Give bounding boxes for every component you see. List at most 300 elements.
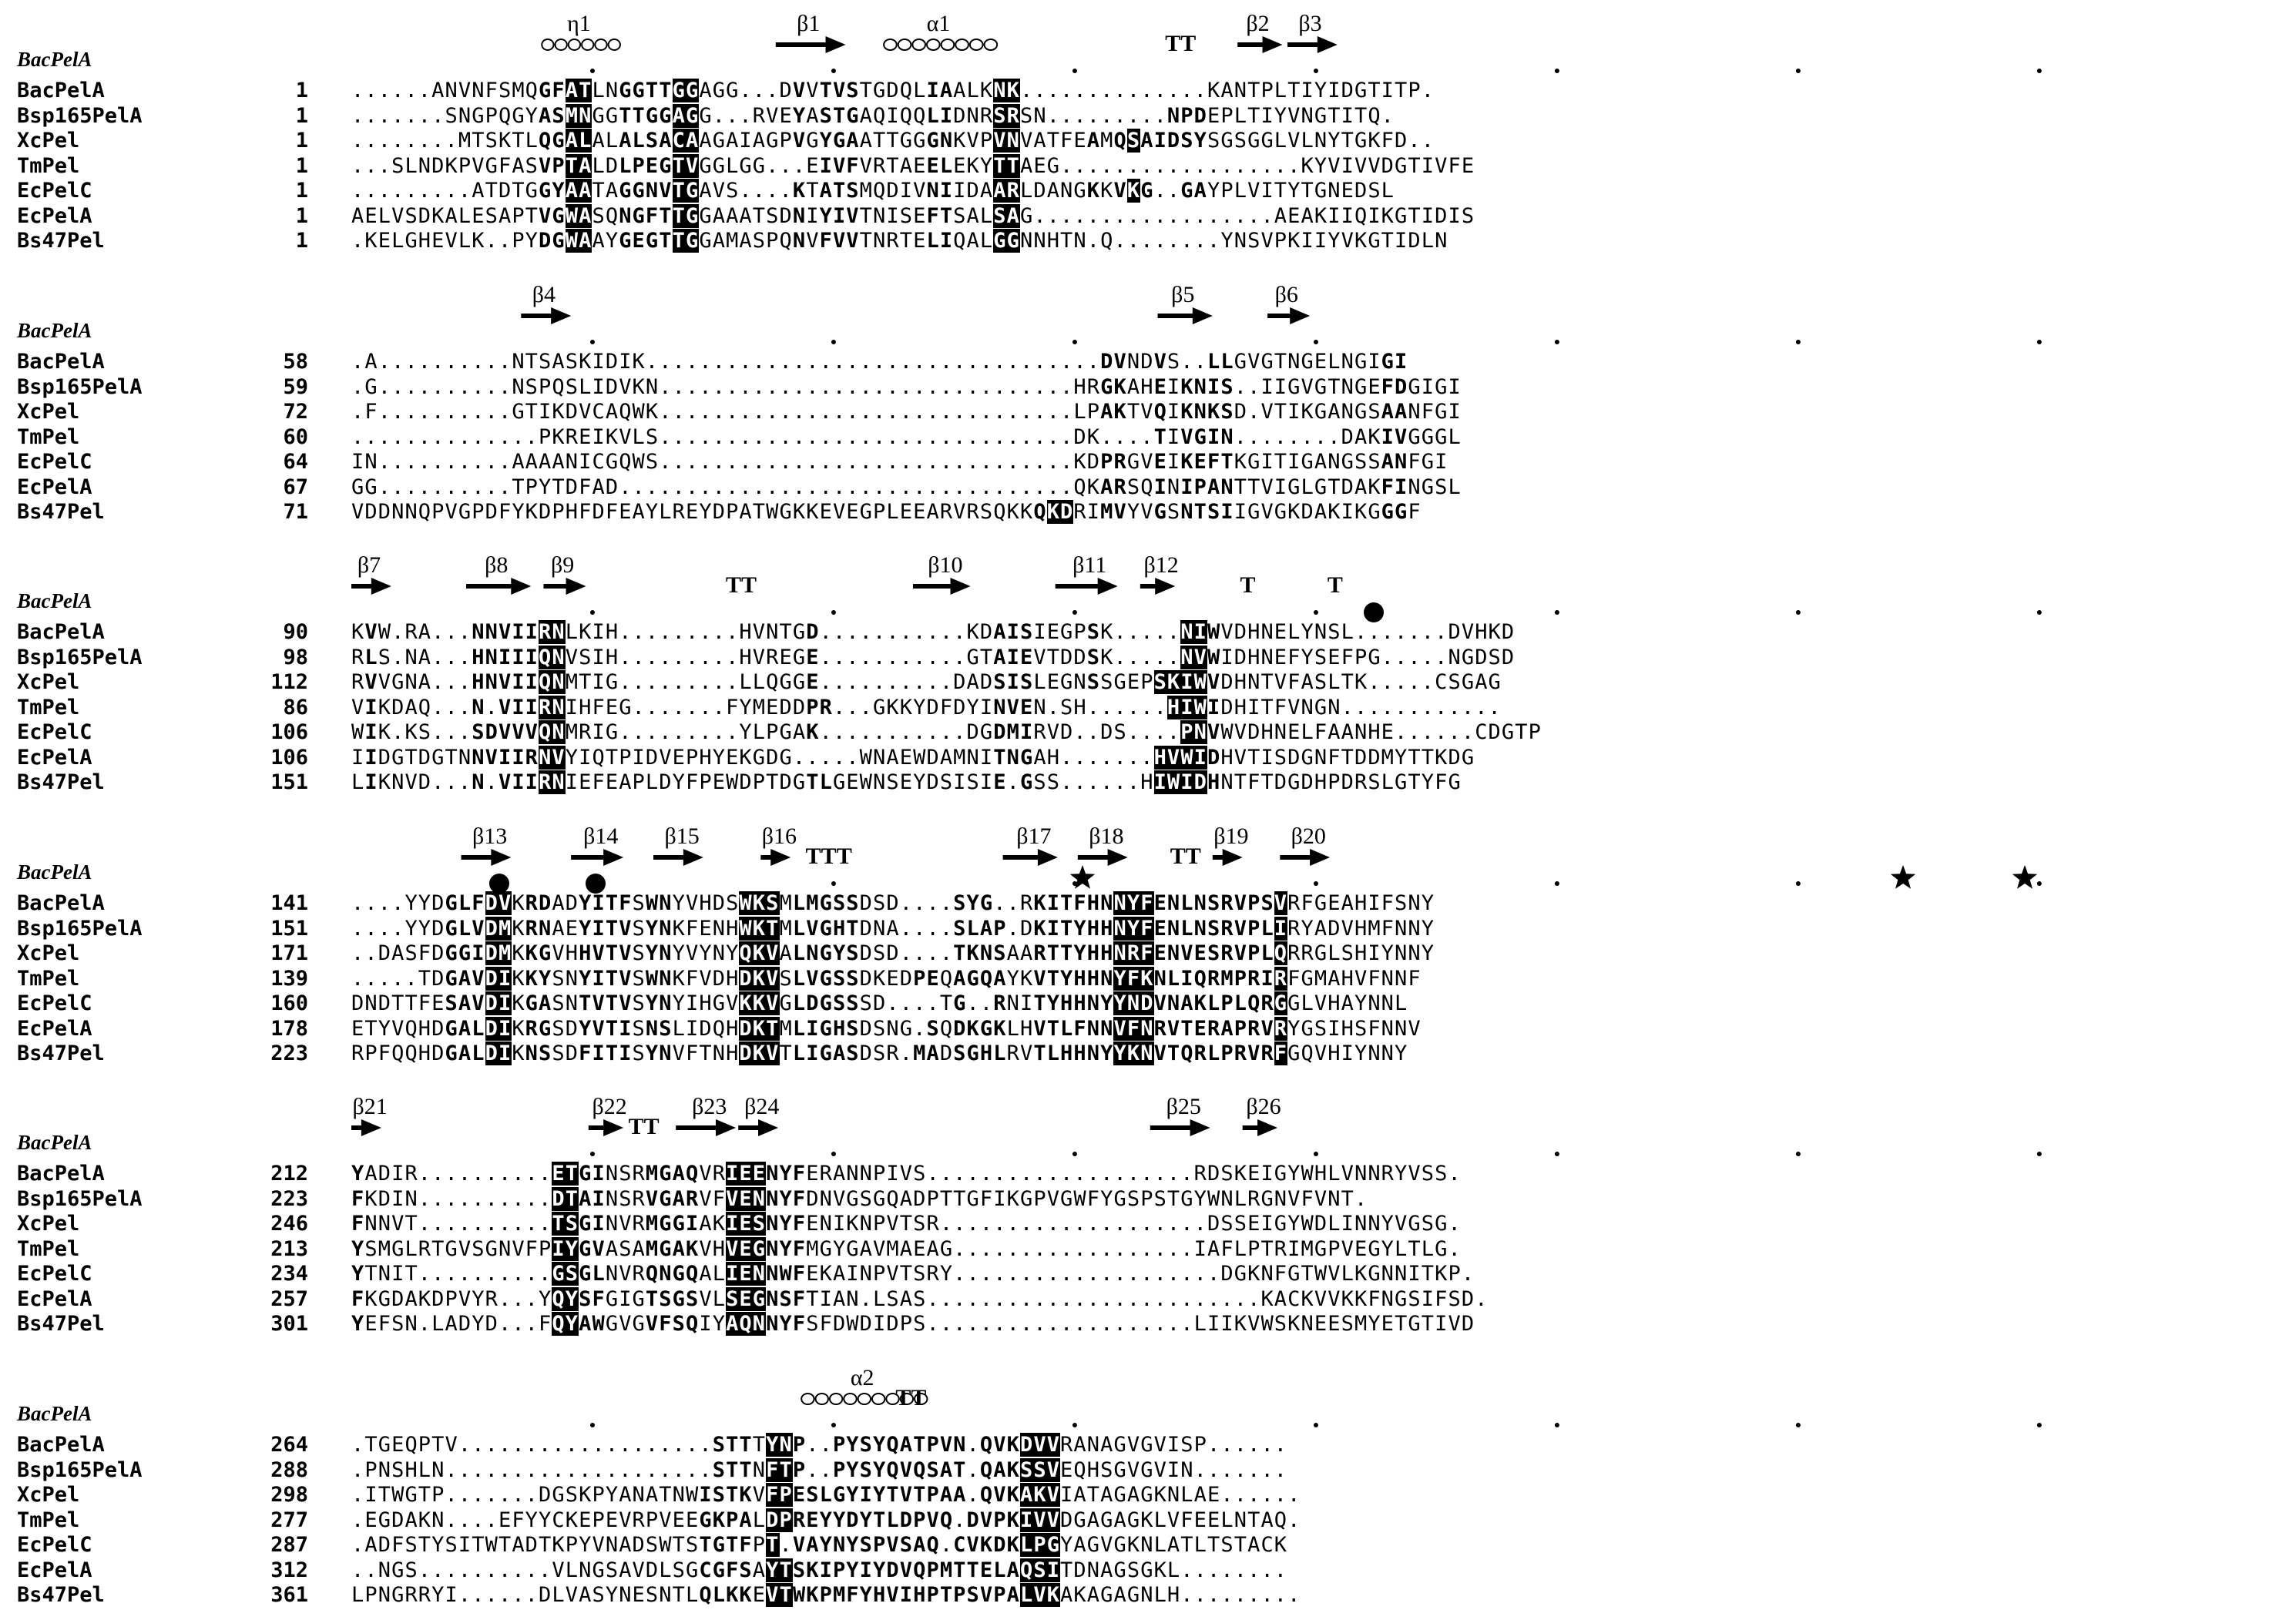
- residue: N: [1166, 891, 1181, 915]
- residue: K: [739, 745, 753, 770]
- residue: E: [605, 1508, 619, 1532]
- residue: .: [404, 400, 418, 424]
- residue: R: [1193, 1162, 1207, 1186]
- residue: V: [832, 229, 847, 253]
- residue: I: [512, 695, 525, 719]
- residue: T: [672, 179, 686, 203]
- residue: N: [1166, 991, 1181, 1015]
- residue: .: [458, 1162, 472, 1186]
- residue: T: [579, 670, 592, 694]
- residue: N: [1086, 1433, 1101, 1457]
- residue: I: [498, 1016, 512, 1041]
- residue: K: [1328, 500, 1341, 524]
- residue: T: [1193, 500, 1207, 524]
- residue-start-number: 213: [270, 1236, 308, 1261]
- beta-strand-arrowhead: [1193, 307, 1213, 324]
- residue: D: [1448, 745, 1462, 770]
- residue: .: [378, 79, 392, 102]
- residue: Q: [926, 1533, 940, 1557]
- residue: .: [926, 400, 940, 424]
- residue: A: [1113, 1508, 1127, 1532]
- sequence-residues: [351, 1558, 1287, 1582]
- residue: F: [1126, 966, 1141, 991]
- residue: N: [1301, 1312, 1314, 1336]
- residue: .: [391, 374, 405, 399]
- residue: .: [364, 424, 378, 449]
- residue: .: [913, 475, 927, 499]
- residue: .: [712, 620, 727, 644]
- residue: E: [605, 695, 619, 719]
- residue: D: [632, 1533, 646, 1557]
- residue: .: [1314, 424, 1328, 449]
- residue: G: [645, 229, 660, 253]
- residue: A: [699, 129, 713, 153]
- residue: Q: [1019, 1558, 1034, 1582]
- residue: Y: [1314, 153, 1328, 178]
- residue: A: [1006, 1583, 1020, 1607]
- residue: .: [1100, 1312, 1114, 1336]
- residue: G: [1247, 500, 1261, 524]
- residue: .: [579, 1433, 592, 1457]
- residue: .: [632, 620, 646, 644]
- residue: S: [966, 770, 980, 794]
- residue: G: [1395, 203, 1408, 228]
- residue: G: [1060, 670, 1074, 694]
- residue: N: [1073, 670, 1087, 694]
- residue: N: [364, 1212, 378, 1236]
- residue: .: [939, 400, 954, 424]
- residue: N: [752, 1262, 767, 1286]
- residue: Y: [351, 1162, 365, 1186]
- residue: .: [1006, 1162, 1020, 1186]
- residue: I: [1381, 79, 1395, 102]
- residue: V: [1113, 1016, 1127, 1041]
- residue: S: [1341, 1312, 1354, 1336]
- residue: I: [1260, 179, 1274, 203]
- residue: G: [1368, 500, 1381, 524]
- residue: S: [672, 1558, 686, 1582]
- residue: .: [1006, 1236, 1020, 1261]
- residue: .: [1019, 450, 1034, 474]
- residue: G: [1354, 374, 1368, 399]
- residue: .: [1100, 1262, 1114, 1286]
- residue: V: [1260, 475, 1274, 499]
- residue: A: [939, 1483, 954, 1507]
- residue: .: [939, 670, 954, 694]
- ss-label-strand: β24: [744, 1094, 780, 1119]
- residue: .: [739, 79, 753, 102]
- residue: D: [485, 941, 498, 965]
- residue: G: [632, 1286, 646, 1311]
- residue: E: [913, 229, 927, 253]
- residue: K: [1287, 1312, 1301, 1336]
- residue: .: [1033, 350, 1047, 374]
- residue: I: [1448, 400, 1462, 424]
- residue: D: [739, 966, 753, 991]
- residue: N: [1113, 941, 1127, 965]
- residue: .: [699, 670, 713, 694]
- residue: E: [1033, 153, 1047, 178]
- residue: .: [939, 374, 954, 399]
- residue: A: [966, 670, 980, 694]
- residue: R: [351, 1041, 365, 1065]
- residue: .: [726, 374, 740, 399]
- residue: T: [1328, 475, 1341, 499]
- decade-marker-dot: [2037, 1152, 2042, 1156]
- residue: .: [1408, 645, 1422, 669]
- residue: S: [1247, 229, 1261, 253]
- residue: E: [1193, 450, 1207, 474]
- residue: H: [1073, 1041, 1087, 1065]
- residue: T: [819, 79, 833, 102]
- residue: .: [712, 400, 727, 424]
- residue: E: [913, 1236, 927, 1261]
- residue: F: [1381, 891, 1395, 915]
- residue: R: [485, 1286, 498, 1311]
- residue: R: [926, 1262, 940, 1286]
- residue: A: [953, 1483, 967, 1507]
- residue: K: [886, 695, 900, 719]
- residue: .: [1100, 103, 1114, 128]
- residue: .: [806, 1433, 820, 1457]
- residue: V: [1287, 103, 1301, 128]
- residue: D: [431, 916, 445, 941]
- residue: N: [712, 1041, 727, 1065]
- residue: L: [1341, 620, 1354, 644]
- alpha-helix-coil: [569, 39, 580, 50]
- residue: L: [645, 770, 660, 794]
- residue: .: [832, 645, 847, 669]
- residue: .: [1006, 1262, 1020, 1286]
- residue: E: [498, 1508, 512, 1532]
- residue: N: [445, 79, 458, 102]
- residue: E: [1046, 670, 1061, 694]
- residue: Y: [739, 695, 753, 719]
- residue: .: [472, 1508, 485, 1532]
- residue: T: [605, 891, 619, 915]
- residue: F: [592, 770, 606, 794]
- residue: .: [846, 400, 860, 424]
- residue: .: [1153, 695, 1167, 719]
- residue: R: [712, 1162, 727, 1186]
- residue: L: [966, 916, 980, 941]
- residue: N: [1100, 891, 1114, 915]
- residue: .: [712, 424, 727, 449]
- sequence-residues: [351, 1187, 1368, 1211]
- residue: Q: [993, 500, 1007, 524]
- residue: G: [819, 1016, 833, 1041]
- residue: K: [1180, 374, 1194, 399]
- residue: Y: [579, 916, 592, 941]
- residue: W: [378, 620, 392, 644]
- residue: L: [752, 720, 767, 744]
- residue: V: [726, 1186, 740, 1211]
- residue: .: [498, 1558, 512, 1582]
- residue: T: [1060, 229, 1074, 253]
- beta-strand-arrowhead: [371, 578, 391, 595]
- residue: .: [418, 1186, 432, 1211]
- residue: N: [1166, 475, 1181, 499]
- residue: T: [726, 1483, 740, 1507]
- residue: I: [953, 179, 967, 203]
- residue: .: [659, 475, 673, 499]
- residue: Y: [873, 1483, 887, 1507]
- residue: S: [712, 1433, 727, 1457]
- residue: .: [619, 670, 633, 694]
- sequence-name: EcPelC: [17, 179, 92, 203]
- residue: E: [1247, 1162, 1261, 1186]
- residue: N: [712, 941, 727, 965]
- residue: I: [592, 620, 606, 644]
- residue: .: [1180, 1312, 1194, 1336]
- residue: .: [1126, 1312, 1141, 1336]
- residue: N: [672, 1483, 686, 1507]
- residue: E: [806, 1508, 820, 1532]
- beta-strand-arrowhead: [1263, 36, 1283, 53]
- residue: V: [1046, 1483, 1061, 1507]
- residue: V: [726, 991, 740, 1015]
- residue: P: [1234, 966, 1248, 991]
- residue: G: [1100, 1583, 1114, 1607]
- residue: I: [699, 1483, 713, 1507]
- residue: L: [1180, 916, 1194, 941]
- residue: I: [592, 1212, 606, 1236]
- residue: .: [1448, 1236, 1462, 1261]
- residue: K: [1006, 1433, 1020, 1457]
- residue: E: [1193, 1016, 1207, 1041]
- residue: G: [539, 941, 552, 965]
- alpha-helix-coil: [844, 1394, 856, 1404]
- residue: L: [993, 1558, 1007, 1582]
- residue: .: [846, 645, 860, 669]
- residue: V: [953, 500, 967, 524]
- residue: K: [1006, 79, 1020, 102]
- residue: H: [418, 1041, 432, 1065]
- residue: I: [1166, 450, 1181, 474]
- residue: A: [1193, 1483, 1207, 1507]
- residue: L: [1448, 475, 1462, 499]
- residue: D: [431, 153, 445, 178]
- residue: .: [391, 400, 405, 424]
- residue: A: [712, 229, 727, 253]
- residue: L: [792, 966, 807, 991]
- residue: .: [1180, 79, 1194, 102]
- residue: .: [1086, 1212, 1101, 1236]
- residue: F: [1448, 153, 1462, 178]
- residue: T: [404, 745, 418, 770]
- residue: V: [859, 153, 874, 178]
- residue: .: [1287, 153, 1301, 178]
- residue: .: [832, 424, 847, 449]
- residue: E: [726, 745, 740, 770]
- residue: V: [391, 1016, 405, 1041]
- residue: D: [699, 1016, 713, 1041]
- residue: .: [1140, 1162, 1154, 1186]
- residue: G: [832, 1483, 847, 1507]
- residue: R: [1113, 475, 1127, 499]
- residue: K: [1086, 424, 1101, 449]
- residue: D: [485, 500, 498, 524]
- residue: T: [1247, 103, 1261, 128]
- residue: .: [1060, 153, 1074, 178]
- residue: Q: [979, 1457, 994, 1482]
- residue: T: [1421, 1262, 1435, 1286]
- residue: T: [1033, 1041, 1047, 1065]
- residue: V: [579, 400, 592, 424]
- residue: E: [1153, 374, 1167, 399]
- residue: .: [498, 1433, 512, 1457]
- residue: .: [819, 475, 833, 499]
- residue: F: [1408, 966, 1422, 991]
- residue: E: [792, 1483, 807, 1507]
- residue: .: [458, 1483, 472, 1507]
- residue: D: [806, 991, 820, 1015]
- residue: W: [739, 916, 753, 941]
- residue: G: [1314, 891, 1328, 915]
- residue: Q: [1113, 129, 1127, 153]
- residue: .: [1368, 695, 1381, 719]
- residue: .: [926, 1286, 940, 1311]
- residue: P: [993, 1508, 1007, 1532]
- residue: .: [832, 374, 847, 399]
- residue: T: [1046, 645, 1061, 669]
- residue: .: [659, 1433, 673, 1457]
- residue: N: [605, 1262, 619, 1286]
- residue: G: [619, 179, 633, 203]
- residue: K: [1113, 400, 1127, 424]
- residue: H: [1153, 745, 1167, 770]
- residue: I: [806, 1041, 820, 1065]
- residue: K: [966, 153, 980, 178]
- residue: A: [1019, 153, 1034, 178]
- residue: S: [565, 1212, 579, 1236]
- residue: .: [979, 1162, 994, 1186]
- sequence-name: EcPelA: [17, 475, 92, 499]
- ss-label-strand: β3: [1298, 11, 1322, 36]
- residue: R: [525, 891, 539, 915]
- residue: A: [672, 1186, 686, 1211]
- residue: L: [579, 129, 592, 153]
- residue: Y: [512, 500, 525, 524]
- residue: .: [512, 1212, 525, 1236]
- residue: .: [819, 1457, 833, 1482]
- residue: I: [832, 203, 847, 228]
- residue: S: [552, 991, 566, 1015]
- residue: N: [1086, 1558, 1101, 1582]
- residue: T: [1126, 400, 1141, 424]
- residue: T: [445, 745, 458, 770]
- residue: P: [565, 1533, 579, 1557]
- residue: .: [926, 891, 940, 915]
- residue: F: [1301, 1186, 1314, 1211]
- residue: .: [806, 400, 820, 424]
- residue: T: [1207, 1533, 1221, 1557]
- residue: G: [552, 1262, 566, 1286]
- residue: K: [1006, 1508, 1020, 1532]
- residue: T: [886, 1483, 900, 1507]
- residue: .: [685, 450, 700, 474]
- residue: .: [391, 103, 405, 128]
- residue: N: [993, 79, 1007, 102]
- sequence-residues: [351, 1508, 1301, 1532]
- residue: S: [1314, 645, 1328, 669]
- residue: P: [1180, 103, 1194, 128]
- residue: K: [565, 1508, 579, 1532]
- residue: T: [659, 229, 673, 253]
- residue: V: [1140, 500, 1154, 524]
- residue: N: [1435, 229, 1448, 253]
- residue: Q: [525, 79, 539, 102]
- residue: G: [779, 991, 793, 1015]
- residue-start-number: 301: [270, 1312, 308, 1336]
- residue: S: [1220, 1212, 1234, 1236]
- residue: S: [605, 1558, 619, 1582]
- residue: L: [458, 203, 472, 228]
- residue: D: [1033, 179, 1047, 203]
- residue: T: [886, 153, 900, 178]
- residue: V: [351, 695, 365, 719]
- residue: S: [739, 1558, 753, 1582]
- residue: I: [979, 695, 994, 719]
- residue: V: [1046, 1186, 1061, 1211]
- residue: V: [699, 1236, 713, 1261]
- sequence-name: Bs47Pel: [17, 1583, 105, 1607]
- residue: S: [1153, 670, 1167, 694]
- residue: G: [391, 1558, 405, 1582]
- residue: R: [351, 670, 365, 694]
- residue: .: [886, 991, 900, 1015]
- residue: .: [699, 424, 713, 449]
- residue: V: [391, 203, 405, 228]
- residue: K: [418, 1286, 432, 1311]
- residue: S: [539, 1041, 552, 1065]
- residue: V: [592, 991, 606, 1015]
- residue: N: [378, 1262, 392, 1286]
- sequence-name: EcPelC: [17, 991, 92, 1015]
- residue: A: [1140, 129, 1154, 153]
- residue: .: [953, 374, 967, 399]
- residue: .: [1207, 1457, 1221, 1482]
- residue: I: [498, 645, 512, 669]
- residue: R: [539, 695, 552, 719]
- residue: A: [699, 79, 713, 102]
- residue: N: [1314, 745, 1328, 770]
- residue: G: [1341, 450, 1354, 474]
- residue: H: [1207, 770, 1221, 794]
- residue: G: [632, 79, 646, 102]
- residue: L: [792, 1041, 807, 1065]
- residue-start-number: 223: [270, 1041, 308, 1065]
- residue: N: [364, 991, 378, 1015]
- residue: S: [953, 203, 967, 228]
- residue: .: [712, 670, 727, 694]
- residue: D: [605, 350, 619, 374]
- residue: .: [819, 745, 833, 770]
- residue: R: [672, 500, 686, 524]
- residue: F: [498, 153, 512, 178]
- residue: P: [899, 1312, 914, 1336]
- residue: I: [472, 941, 485, 965]
- sequence-name: Bs47Pel: [17, 229, 105, 253]
- residue: E: [645, 153, 660, 178]
- residue: E: [364, 1312, 378, 1336]
- residue: V: [846, 229, 860, 253]
- residue: I: [498, 745, 512, 770]
- residue: S: [846, 179, 860, 203]
- residue: .: [1046, 1162, 1061, 1186]
- residue: L: [726, 153, 740, 178]
- residue: R: [1381, 1162, 1395, 1186]
